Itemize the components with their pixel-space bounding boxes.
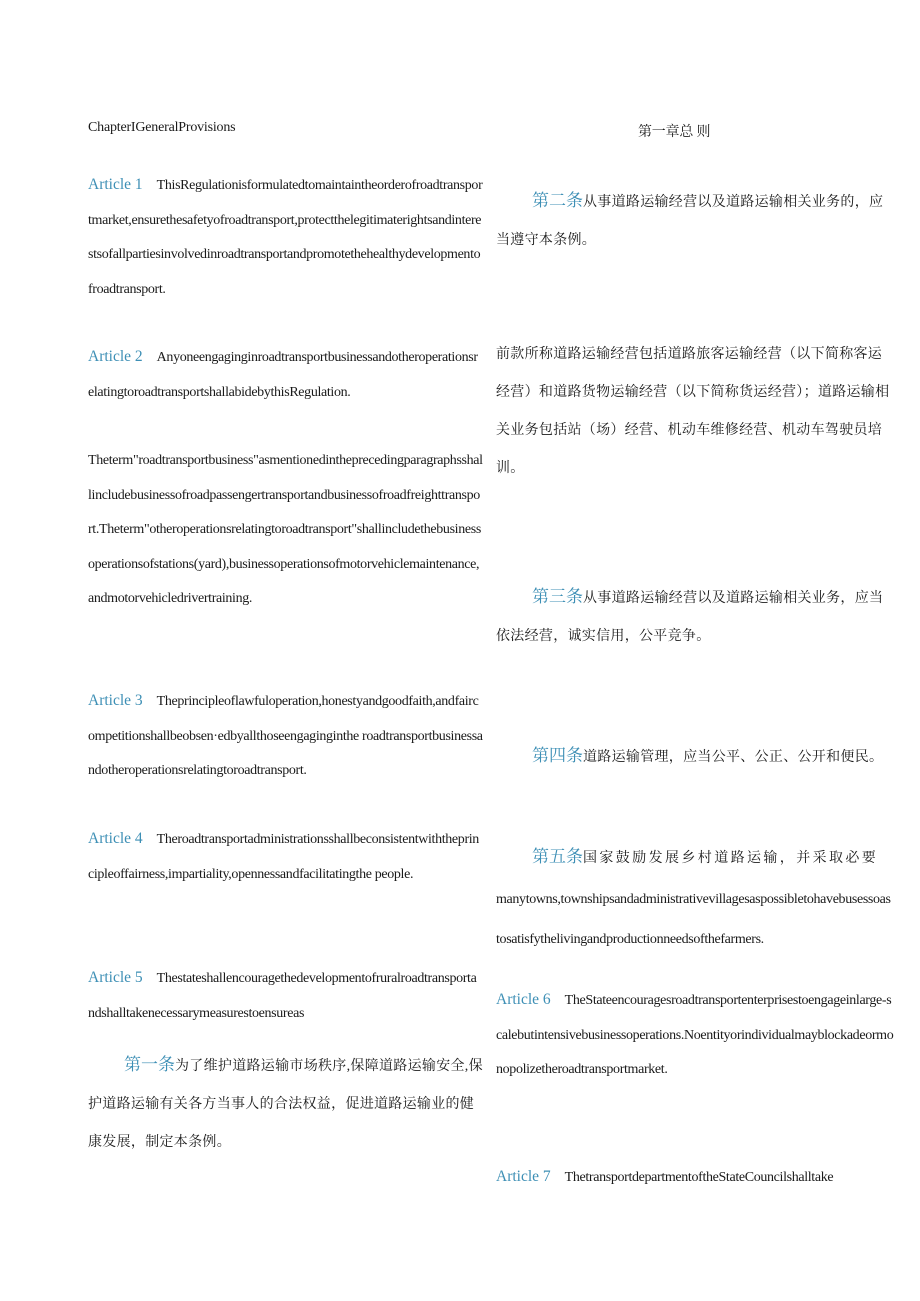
zh-article-3: [496, 578, 896, 656]
zh-article-5: [496, 838, 896, 878]
article-label: 第一条: [124, 1055, 175, 1074]
article-label: 第三条: [532, 587, 583, 606]
article-label: Article 2: [88, 348, 143, 365]
article-text: 从事道路运输经营以及道路运输相关业务，应当依法经营，诚实信用，公平竞争。: [496, 591, 884, 644]
zh-article-1: [88, 1046, 483, 1162]
article-text: 国家鼓励发展乡村道路运输，并采取必要: [583, 851, 879, 866]
article-text: Theterm"roadtransportbusiness"asmentionedintheprecedingparagraphsshallincludebusinessofroadpassengertransportandbusinessofroadfreighttransport.Theterm"otheroperationsrelatingtoroadtransport"shallincludethebusinessoperationsofstations(yard),businessoperationsofmotorvehiclemaintenance,andmotorvehicledrivertraining.: [88, 453, 483, 606]
article-text: 从事道路运输经营以及道路运输相关业务的，应当遵守本条例。: [496, 195, 884, 248]
article-text: AnyoneengaginginroadtransportbusinessandotheroperationsrelatingtoroadtransportshallabidebythisRegulation.: [88, 350, 478, 400]
article-7: [496, 1160, 896, 1196]
article-text: manytowns,townshipsandadministrativevillagesaspossibletohavebusessoastosatisfythelivingandproductionneedsofthefarmers.: [496, 892, 891, 947]
article-text: 前款所称道路运输经营包括道路旅客运输经营（以下简称客运经营）和道路货物运输经营（以下简称货运经营）；道路运输相关业务包括站（场）经营、机动车维修经营、机动车驾驶员培训。: [496, 347, 890, 476]
chapter-heading-en: ChapterIGeneralProvisions: [88, 120, 236, 135]
article-text: ThetransportdepartmentoftheStateCouncilshalltake: [564, 1170, 834, 1185]
article-label: Article 3: [88, 692, 143, 709]
article-3: [88, 684, 483, 789]
article-6: [496, 983, 894, 1088]
article-5-en-continuation: [496, 880, 892, 960]
article-text: Theroadtransportadministrationsshallbeconsistentwiththeprincipleoffairness,impartiality,opennessandfacilitatingthe people.: [88, 832, 479, 882]
article-text: Theprincipleoflawfuloperation,honestyandgoodfaith,andfaircompetitionshallbeobsen·edbyallthoseengaginginthe roadtransportbusinessandotheroperationsrelatingtoroadtransport.: [88, 694, 483, 778]
article-2-paragraph-2: [88, 444, 483, 617]
article-label: Article 6: [496, 991, 551, 1008]
zh-article-2: [496, 182, 896, 260]
article-label: Article 5: [88, 969, 143, 986]
article-2: [88, 340, 483, 410]
article-text: Thestateshallencouragethedevelopmentofruralroadtransportandshalltakenecessarymeasurestoensureas: [88, 971, 477, 1021]
article-text: ThisRegulationisformulatedtomaintaintheorderofroadtransportmarket,ensurethesafetyofroadtransport,protectthelegitimaterightsandinterestsofallpartiesinvolvedinroadtransportandpromotethehealthydevelopmentofroadtransport.: [88, 178, 483, 297]
article-label: Article 7: [496, 1168, 551, 1185]
article-text: 为了维护道路运输市场秩序,保障道路运输安全,保护道路运输有关各方当事人的合法权益，促进道路运输业的健康发展，制定本条例。: [88, 1059, 483, 1150]
chapter-heading-zh: 第一章总 则: [638, 125, 711, 140]
article-text: 道路运输管理，应当公平、公正、公开和便民。: [583, 750, 884, 765]
article-4: [88, 822, 483, 892]
zh-article-2-paragraph-2: [496, 336, 896, 488]
article-label: Article 1: [88, 176, 143, 193]
article-5: [88, 961, 483, 1031]
zh-article-4: [496, 737, 906, 777]
article-label: 第五条: [532, 847, 583, 866]
article-label: 第四条: [532, 746, 583, 765]
article-1: [88, 168, 483, 307]
article-label: 第二条: [532, 191, 583, 210]
article-text: TheStateencouragesroadtransportenterprisestoengageinlarge-scalebutintensivebusinessoperations.Noentityorindividualmayblockadeormonopolizetheroadtransportmarket.: [496, 993, 894, 1077]
article-label: Article 4: [88, 830, 143, 847]
